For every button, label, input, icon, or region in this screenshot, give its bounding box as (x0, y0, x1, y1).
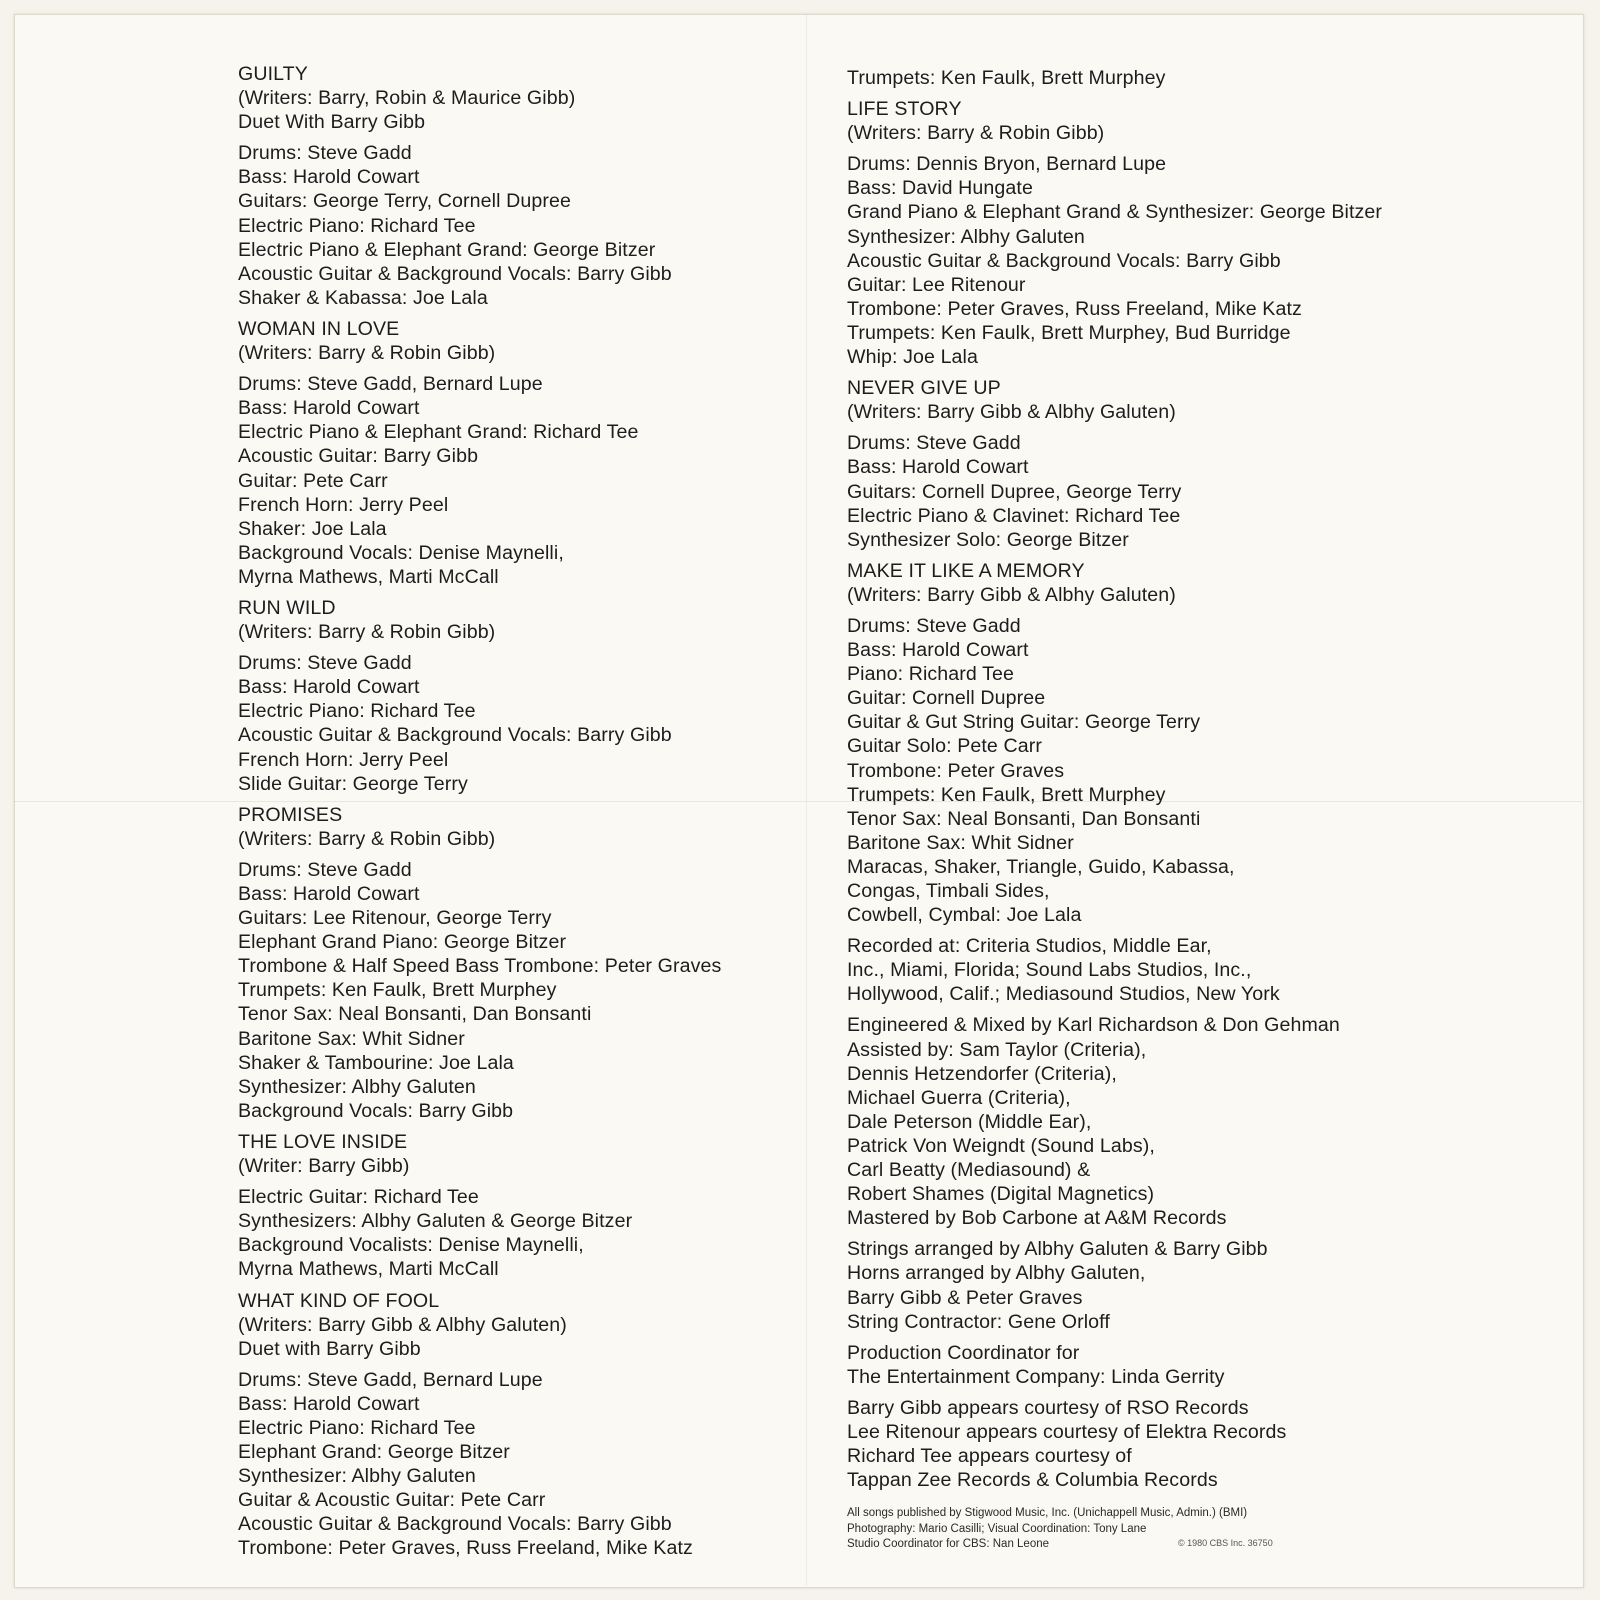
credit-line: Tenor Sax: Neal Bonsanti, Dan Bonsanti (847, 807, 1201, 830)
credit-line: Trombone & Half Speed Bass Trombone: Peter Graves (238, 955, 722, 978)
credit-line: Grand Piano & Elephant Grand & Synthesizer: George Bitzer (847, 201, 1383, 224)
credit-block (847, 614, 1567, 927)
credit-line: Drums: Steve Gadd, Bernard Lupe (238, 1368, 543, 1391)
credit-line: String Contractor: Gene Orloff (847, 1310, 1110, 1333)
credit-line: The Entertainment Company: Linda Gerrity (847, 1365, 1225, 1388)
credit-line: Shaker: Joe Lala (238, 517, 387, 540)
credit-block (847, 376, 1567, 424)
credit-line: Whip: Joe Lala (847, 346, 979, 369)
photography-credit: Photography: Mario Casilli; Visual Coordination: Tony Lane (847, 1522, 1147, 1535)
credit-line: (Writers: Barry Gibb & Albhy Galuten) (847, 583, 1176, 606)
credit-block (847, 559, 1567, 607)
credit-line: Carl Beatty (Mediasound) & (847, 1159, 1091, 1182)
credit-line: Drums: Steve Gadd (238, 142, 412, 165)
credit-line: Dennis Hetzendorfer (Criteria), (847, 1062, 1117, 1085)
credit-line: Electric Piano: Richard Tee (238, 1416, 476, 1439)
credit-line: Strings arranged by Albhy Galuten & Barry Gibb (847, 1238, 1268, 1261)
credit-line: Engineered & Mixed by Karl Richardson & Don Gehman (847, 1014, 1340, 1037)
credit-line: Synthesizer: Albhy Galuten (847, 225, 1085, 248)
credit-line: (Writer: Barry Gibb) (238, 1155, 410, 1178)
credit-line: Baritone Sax: Whit Sidner (847, 831, 1074, 854)
credit-line: Trombone: Peter Graves (847, 759, 1065, 782)
credit-line: Electric Guitar: Richard Tee (238, 1186, 479, 1209)
credit-line: Hollywood, Calif.; Mediasound Studios, New York (847, 983, 1280, 1006)
credit-line: Drums: Steve Gadd (847, 614, 1021, 637)
copyright-catalog-number: © 1980 CBS Inc. 36750 (1178, 1538, 1273, 1548)
credit-line: Bass: David Hungate (847, 177, 1033, 200)
credit-block (238, 372, 798, 589)
right-credits-column (847, 66, 1567, 1499)
credit-line: Drums: Dennis Bryon, Bernard Lupe (847, 153, 1167, 176)
credit-block (238, 1368, 798, 1561)
credit-block (847, 152, 1567, 369)
credit-line: Drums: Steve Gadd (238, 858, 412, 881)
credit-line: Acoustic Guitar & Background Vocals: Barry Gibb (238, 724, 672, 747)
studio-coordinator-credit: Studio Coordinator for CBS: Nan Leone (847, 1538, 1050, 1550)
credit-line: Duet with Barry Gibb (238, 1337, 421, 1360)
credit-line: Acoustic Guitar & Background Vocals: Barry Gibb (238, 1513, 672, 1536)
credit-block (847, 1237, 1567, 1333)
credit-line: Drums: Steve Gadd (847, 432, 1021, 455)
credit-line: Background Vocals: Denise Maynelli, (238, 541, 564, 564)
credit-line: Guitars: Cornell Dupree, George Terry (847, 480, 1182, 503)
song-title: PROMISES (238, 803, 343, 826)
credit-line: Bass: Harold Cowart (238, 1392, 420, 1415)
credit-block (847, 66, 1567, 90)
credit-block (238, 803, 798, 851)
credit-line: Bass: Harold Cowart (847, 456, 1029, 479)
credit-line: Barry Gibb & Peter Graves (847, 1286, 1083, 1309)
credit-line: (Writers: Barry & Robin Gibb) (238, 342, 496, 365)
credit-line: Duet With Barry Gibb (238, 111, 426, 134)
credit-line: Guitar: Cornell Dupree (847, 687, 1046, 710)
credit-line: Guitar: Pete Carr (238, 469, 388, 492)
credit-line: Trombone: Peter Graves, Russ Freeland, Mike Katz (238, 1537, 693, 1560)
credit-block (238, 62, 798, 134)
credit-line: Myrna Mathews, Marti McCall (238, 565, 499, 588)
credit-line: (Writers: Barry, Robin & Maurice Gibb) (238, 87, 576, 110)
credit-line: Electric Piano & Clavinet: Richard Tee (847, 504, 1181, 527)
credit-line: Electric Piano & Elephant Grand: George Bitzer (238, 238, 656, 261)
credit-line: Maracas, Shaker, Triangle, Guido, Kabassa, (847, 855, 1235, 878)
credit-line: Tenor Sax: Neal Bonsanti, Dan Bonsanti (238, 1003, 592, 1026)
credit-line: Synthesizer: Albhy Galuten (238, 1075, 476, 1098)
credit-block (238, 596, 798, 644)
credit-line: Acoustic Guitar: Barry Gibb (238, 445, 479, 468)
left-credits-column (238, 62, 798, 1568)
song-title: THE LOVE INSIDE (238, 1130, 408, 1153)
song-title: RUN WILD (238, 596, 336, 619)
credit-line: Guitars: George Terry, Cornell Dupree (238, 190, 571, 213)
credit-line: Elephant Grand: George Bitzer (238, 1441, 510, 1464)
song-title: GUILTY (238, 63, 308, 85)
credit-line: Electric Piano: Richard Tee (238, 214, 476, 237)
credit-line: Inc., Miami, Florida; Sound Labs Studios, Inc., (847, 959, 1252, 982)
credit-line: Bass: Harold Cowart (847, 639, 1029, 662)
credit-line: Acoustic Guitar & Background Vocals: Barry Gibb (847, 249, 1281, 272)
credit-line: Richard Tee appears courtesy of (847, 1445, 1132, 1468)
credit-block (847, 431, 1567, 551)
song-title: NEVER GIVE UP (847, 377, 1001, 400)
credit-line: Guitar Solo: Pete Carr (847, 735, 1042, 758)
credit-line: Synthesizer Solo: George Bitzer (847, 528, 1129, 551)
credit-block (238, 651, 798, 796)
credit-line: (Writers: Barry & Robin Gibb) (238, 827, 496, 850)
credit-line: Electric Piano: Richard Tee (238, 700, 476, 723)
credit-line: Horns arranged by Albhy Galuten, (847, 1262, 1146, 1285)
credit-line: Trumpets: Ken Faulk, Brett Murphey, Bud Burridge (847, 321, 1291, 344)
credit-line: Lee Ritenour appears courtesy of Elektra Records (847, 1420, 1287, 1443)
credit-line: (Writers: Barry & Robin Gibb) (238, 621, 496, 644)
credit-block (238, 1130, 798, 1178)
credit-line: Drums: Steve Gadd, Bernard Lupe (238, 373, 543, 396)
credit-line: Congas, Timbali Sides, (847, 880, 1050, 902)
credit-block (238, 317, 798, 365)
credit-line: Shaker & Tambourine: Joe Lala (238, 1051, 514, 1074)
credit-line: Cowbell, Cymbal: Joe Lala (847, 904, 1082, 927)
credit-block (238, 141, 798, 310)
credit-line: French Horn: Jerry Peel (238, 493, 449, 516)
credit-line: Synthesizer: Albhy Galuten (238, 1465, 476, 1488)
credit-line: Guitars: Lee Ritenour, George Terry (238, 907, 552, 930)
credit-line: (Writers: Barry Gibb & Albhy Galuten) (847, 401, 1176, 424)
credit-line: Shaker & Kabassa: Joe Lala (238, 286, 488, 309)
credit-line: Synthesizers: Albhy Galuten & George Bitzer (238, 1210, 633, 1233)
credit-line: Michael Guerra (Criteria), (847, 1086, 1071, 1109)
credit-block (847, 1013, 1567, 1230)
credit-line: Piano: Richard Tee (847, 663, 1014, 686)
credit-block (847, 1341, 1567, 1389)
credit-line: Trumpets: Ken Faulk, Brett Murphey (238, 979, 557, 1002)
credit-line: Baritone Sax: Whit Sidner (238, 1027, 465, 1050)
credit-line: Trombone: Peter Graves, Russ Freeland, Mike Katz (847, 297, 1302, 320)
song-title: MAKE IT LIKE A MEMORY (847, 559, 1085, 582)
credit-block (238, 1289, 798, 1361)
credit-line: Bass: Harold Cowart (238, 676, 420, 699)
publishing-note: All songs published by Stigwood Music, Inc. (Unichappell Music, Admin.) (BMI) (847, 1507, 1248, 1519)
credit-block (847, 1396, 1567, 1492)
credit-line: Mastered by Bob Carbone at A&M Records (847, 1207, 1227, 1230)
credit-line: (Writers: Barry Gibb & Albhy Galuten) (238, 1313, 567, 1336)
credit-block (238, 858, 798, 1123)
credit-block (847, 97, 1567, 145)
credit-line: Barry Gibb appears courtesy of RSO Records (847, 1396, 1249, 1419)
credit-line: (Writers: Barry & Robin Gibb) (847, 122, 1105, 145)
credit-line: Tappan Zee Records & Columbia Records (847, 1469, 1218, 1492)
credit-line: Guitar & Acoustic Guitar: Pete Carr (238, 1489, 546, 1512)
credit-line: Trumpets: Ken Faulk, Brett Murphey (847, 783, 1166, 806)
credit-line: Dale Peterson (Middle Ear), (847, 1110, 1092, 1133)
credit-line: Guitar & Gut String Guitar: George Terry (847, 711, 1201, 734)
credit-line: French Horn: Jerry Peel (238, 748, 449, 771)
credit-line: Electric Piano & Elephant Grand: Richard Tee (238, 421, 639, 444)
credit-line: Assisted by: Sam Taylor (Criteria), (847, 1038, 1147, 1061)
credit-line: Guitar: Lee Ritenour (847, 273, 1026, 296)
credit-line: Elephant Grand Piano: George Bitzer (238, 931, 567, 954)
credit-line: Acoustic Guitar & Background Vocals: Barry Gibb (238, 262, 672, 285)
credit-line: Myrna Mathews, Marti McCall (238, 1258, 499, 1281)
credit-line: Bass: Harold Cowart (238, 166, 420, 189)
song-title: LIFE STORY (847, 98, 962, 121)
credit-line: Slide Guitar: George Terry (238, 772, 468, 795)
song-title: WHAT KIND OF FOOL (238, 1289, 440, 1312)
song-title: WOMAN IN LOVE (238, 317, 400, 340)
credit-line: Recorded at: Criteria Studios, Middle Ear, (847, 935, 1212, 958)
credit-line: Production Coordinator for (847, 1341, 1080, 1364)
credit-line: Background Vocals: Barry Gibb (238, 1099, 514, 1122)
credit-block (847, 934, 1567, 1006)
credit-line: Bass: Harold Cowart (238, 397, 420, 420)
credit-line: Drums: Steve Gadd (238, 652, 412, 675)
credit-line: Trumpets: Ken Faulk, Brett Murphey (847, 67, 1166, 89)
credit-line: Robert Shames (Digital Magnetics) (847, 1183, 1155, 1206)
credit-block (238, 1185, 798, 1281)
credit-line: Bass: Harold Cowart (238, 883, 420, 905)
vertical-fold-crease (806, 14, 807, 1586)
credit-line: Patrick Von Weigndt (Sound Labs), (847, 1134, 1155, 1157)
credit-line: Background Vocalists: Denise Maynelli, (238, 1234, 584, 1257)
